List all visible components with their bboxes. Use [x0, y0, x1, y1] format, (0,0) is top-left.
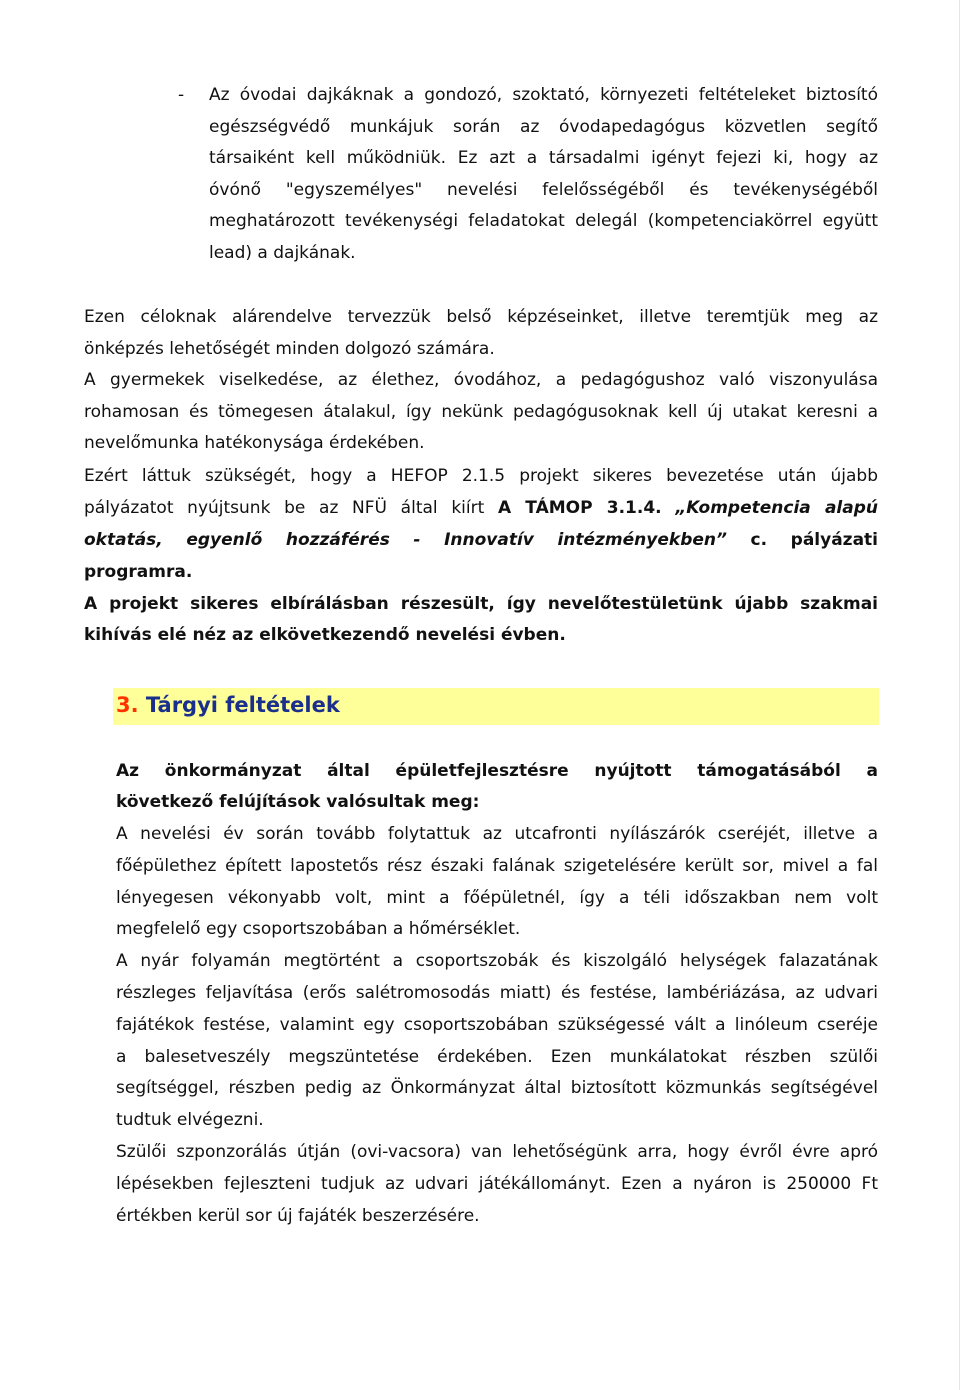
bullet-dash: - — [178, 85, 185, 105]
para6-line-2: részleges feljavítása (erős salétromosodás miatt) és festése, lambériázása, az udvari — [116, 983, 878, 1003]
para3-line-4: programra. — [84, 562, 193, 582]
para1-line-2: önképzés lehetőségét minden dolgozó számára. — [84, 339, 495, 359]
para2-line-2: rohamosan és tömegesen átalakul, így nekünk pedagógusoknak kell új utakat keresni a — [84, 402, 878, 422]
para4-line-2: kihívás elé néz az elkövetkezendő nevelési évben. — [84, 625, 566, 645]
para3-line-3 — [84, 529, 878, 551]
bullet-line-4: óvónő "egyszemélyes" nevelési felelősségéből és tevékenységéből — [209, 180, 878, 200]
para1-line-1: Ezen céloknak alárendelve tervezzük belső képzéseinket, illetve teremtjük meg az — [84, 307, 878, 327]
bullet-line-2: egészségvédő munkájuk során az óvodapedagógus közvetlen segítő — [209, 117, 878, 137]
para3-line-1: Ezért láttuk szükségét, hogy a HEFOP 2.1.5 projekt sikeres bevezetése után újabb — [84, 466, 878, 486]
para7-line-3: értékben kerül sor új fajáték beszerzésére. — [116, 1206, 480, 1226]
para7-line-2: lépésekben fejleszteni tudjuk az udvari játékállományt. Ezen a nyáron is 250000 Ft — [116, 1174, 878, 1194]
para5-line-2: főépülethez épített lapostetős rész északi falának szigetelésére került sor, mivel a fal — [116, 856, 878, 876]
bullet-line-3: társaiként kell működniük. Ez azt a társadalmi igényt fejezi ki, hogy az — [209, 148, 878, 168]
section-heading — [116, 690, 340, 720]
section-number: 3. — [116, 693, 139, 717]
bullet-line-1: Az óvodai dajkáknak a gondozó, szoktató, környezeti feltételeket biztosító — [209, 85, 878, 105]
program-title-end: oktatás, egyenlő hozzáférés - Innovatív intézményekben” — [84, 530, 727, 550]
para4-line-1: A projekt sikeres elbírálásban részesült, így nevelőtestületünk újabb szakmai — [84, 594, 878, 614]
para6-line-5: segítséggel, részben pedig az Önkormányzat által biztosított közmunkás segítségével — [116, 1078, 878, 1098]
para2-line-1: A gyermekek viselkedése, az élethez, óvodához, a pedagógushoz való viszonyulása — [84, 370, 878, 390]
para5-line-3: lényegesen vékonyabb volt, mint a főépületnél, így a téli időszakban nem volt — [116, 888, 878, 908]
para6-line-1: A nyár folyamán megtörtént a csoportszobák és kiszolgáló helységek falazatának — [116, 951, 878, 971]
para6-line-4: a balesetveszély megszüntetése érdekében. Ezen munkálatokat részben szülői — [116, 1047, 878, 1067]
para7-line-1: Szülői szponzorálás útján (ovi-vacsora) van lehetőségünk arra, hogy évről évre apró — [116, 1142, 878, 1162]
bullet-line-5: meghatározott tevékenységi feladatokat delegál (kompetenciakörrel együtt — [209, 211, 878, 231]
para3-line-2 — [84, 497, 878, 519]
program-title-start: „Kompetencia alapú — [675, 498, 878, 518]
bullet-line-6: lead) a dajkának. — [209, 243, 356, 263]
para3-l2-text: pályázatot nyújtsunk be az NFÜ által kiírt — [84, 498, 498, 518]
para5-line-4: megfelelő egy csoportszobában a hőmérséklet. — [116, 919, 521, 939]
para6-line-6: tudtuk elvégezni. — [116, 1110, 264, 1130]
para6-line-3: fajátékok festése, valamint egy csoportszobában szükségessé vált a linóleum cseréje — [116, 1015, 878, 1035]
program-suffix: c. pályázati — [726, 530, 878, 550]
sub-line-1: Az önkormányzat által épületfejlesztésre nyújtott támogatásából a — [116, 761, 878, 781]
para2-line-3: nevelőmunka hatékonysága érdekében. — [84, 433, 425, 453]
sub-line-2: következő felújítások valósultak meg: — [116, 792, 480, 812]
program-code: A TÁMOP 3.1.4. — [497, 498, 662, 518]
para5-line-1: A nevelési év során tovább folytattuk az utcafronti nyílászárók cseréjét, illetve a — [116, 824, 878, 844]
section-title: Tárgyi feltételek — [145, 693, 340, 717]
